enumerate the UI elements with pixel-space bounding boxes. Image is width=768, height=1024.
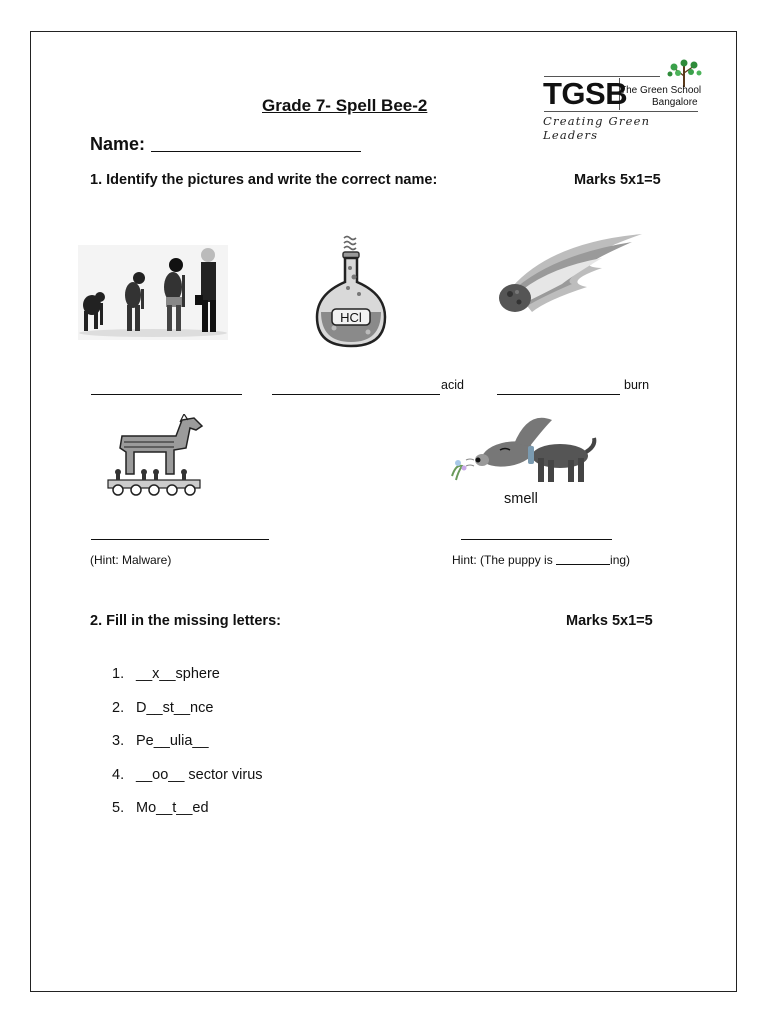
list-item: 1. __x__sphere xyxy=(112,666,220,682)
logo-tagline: Creating Green Leaders xyxy=(543,114,651,142)
school-logo xyxy=(540,58,702,142)
hint-malware: (Hint: Malware) xyxy=(90,553,172,567)
logo-abbr: TGSB xyxy=(543,76,628,111)
section1-heading: 1. Identify the pictures and write the correct name: xyxy=(90,172,438,188)
page-title: Grade 7- Spell Bee-2 xyxy=(262,96,428,115)
smell-caption: smell xyxy=(504,491,538,507)
logo-school-name-line2: Bangalore xyxy=(652,97,698,108)
name-blank-line[interactable] xyxy=(151,133,361,152)
fill-missing-letters-list xyxy=(112,666,263,834)
acid-label: acid xyxy=(441,378,464,392)
answer-blank-5[interactable] xyxy=(461,538,612,540)
dog-smelling-image xyxy=(448,416,598,488)
flask-label: HCl xyxy=(340,310,362,325)
hcl-flask-image xyxy=(312,232,392,350)
answer-blank-3[interactable] xyxy=(497,393,620,395)
section1-marks: Marks 5x1=5 xyxy=(574,172,661,188)
meteor-image xyxy=(492,232,647,322)
answer-blank-4[interactable] xyxy=(91,538,269,540)
burn-label: burn xyxy=(624,378,650,392)
list-item: 3. Pe__ulia__ xyxy=(112,733,209,749)
answer-blank-2[interactable] xyxy=(272,393,440,395)
answer-blank-1[interactable] xyxy=(91,393,242,395)
list-item: 2. D__st__nce xyxy=(112,699,214,716)
list-item: 5. Mo__t__ed xyxy=(112,800,209,816)
hint-puppy: Hint: (The puppy is ing) xyxy=(452,553,631,567)
logo-school-name-line1: The Green School xyxy=(620,85,702,96)
section2-marks: Marks 5x1=5 xyxy=(566,613,653,629)
evolution-image xyxy=(78,245,228,340)
list-item: 4. __oo__ sector virus xyxy=(112,766,263,783)
trojan-horse-image xyxy=(104,414,204,496)
name-row xyxy=(90,133,361,155)
hint-inline-blank xyxy=(556,553,610,565)
name-label: Name: xyxy=(90,134,146,154)
section2-heading: 2. Fill in the missing letters: xyxy=(90,613,281,629)
tree-icon xyxy=(664,58,704,88)
